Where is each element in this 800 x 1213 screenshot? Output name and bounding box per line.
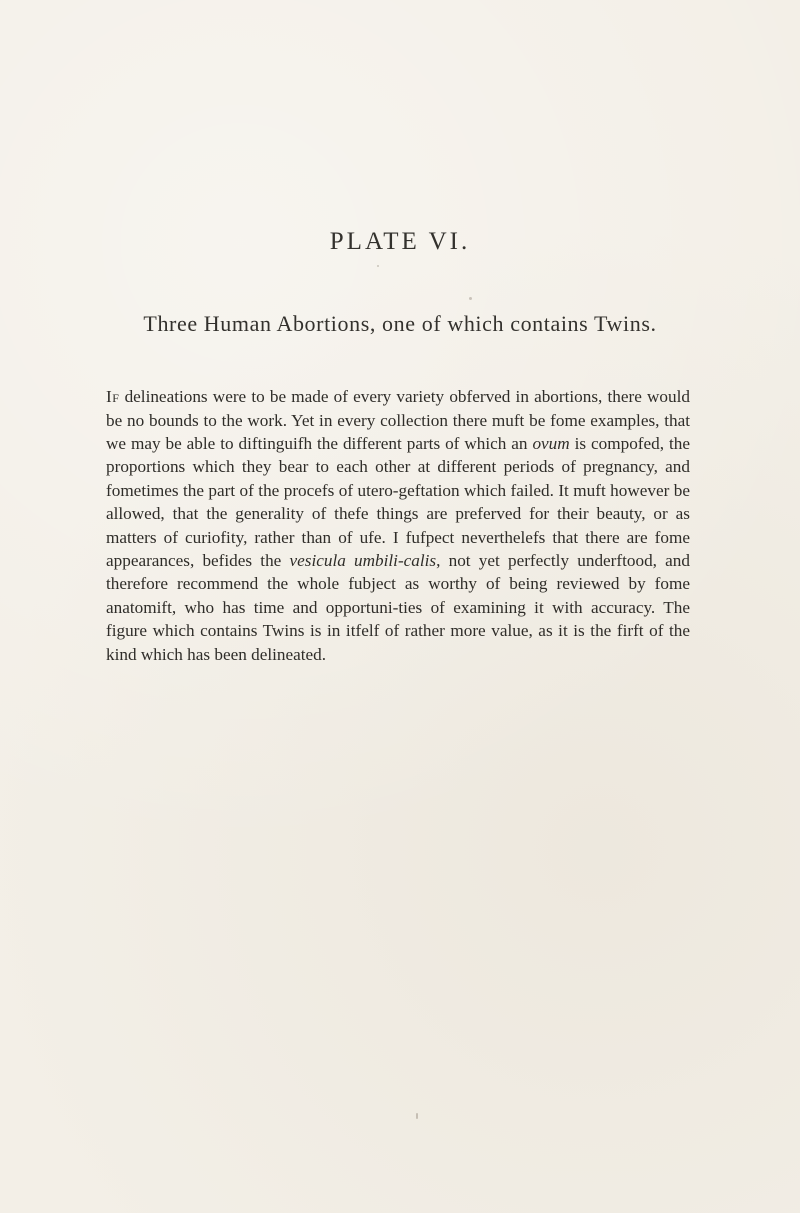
plate-title: PLATE VI. <box>329 228 471 255</box>
paragraph-text: , not yet perfectly underftood, and therefore recommend the whole fubject as worthy of being reviewed by fome anatomift, who has time and opportuni-ties of examining it with accuracy. The figure which contains Twins is in itfelf of rather more value, as it is the firft of the kind which has been delineated. <box>106 551 690 664</box>
paragraph-text: is compofed, the proportions which they bear to each other at different periods of pregnancy, and fometimes the part of the procefs of utero-geftation which failed. It muft however be allowed, that the generality of thefe things are preferved for their beauty, or as matters of curiofity, rather than of ufe. I fufpect neverthelefs that there are fome appearances, befides the <box>106 434 690 571</box>
opening-word: If <box>106 387 120 407</box>
latin-term: vesicula umbili-calis <box>289 551 437 571</box>
ink-speck <box>469 297 472 300</box>
ink-speck <box>377 265 379 267</box>
latin-term: ovum <box>532 434 570 453</box>
plate-subtitle: Three Human Abortions, one of which contains Twins. <box>143 311 657 336</box>
ink-speck <box>416 1113 418 1119</box>
body-paragraph <box>106 385 690 666</box>
paragraph-text: delineations were to be made of every variety obferved in abortions, there would be no bounds to the work. Yet in every collection there muft be fome examples, that we may be able to diftinguifh the different parts of which an <box>106 387 690 453</box>
